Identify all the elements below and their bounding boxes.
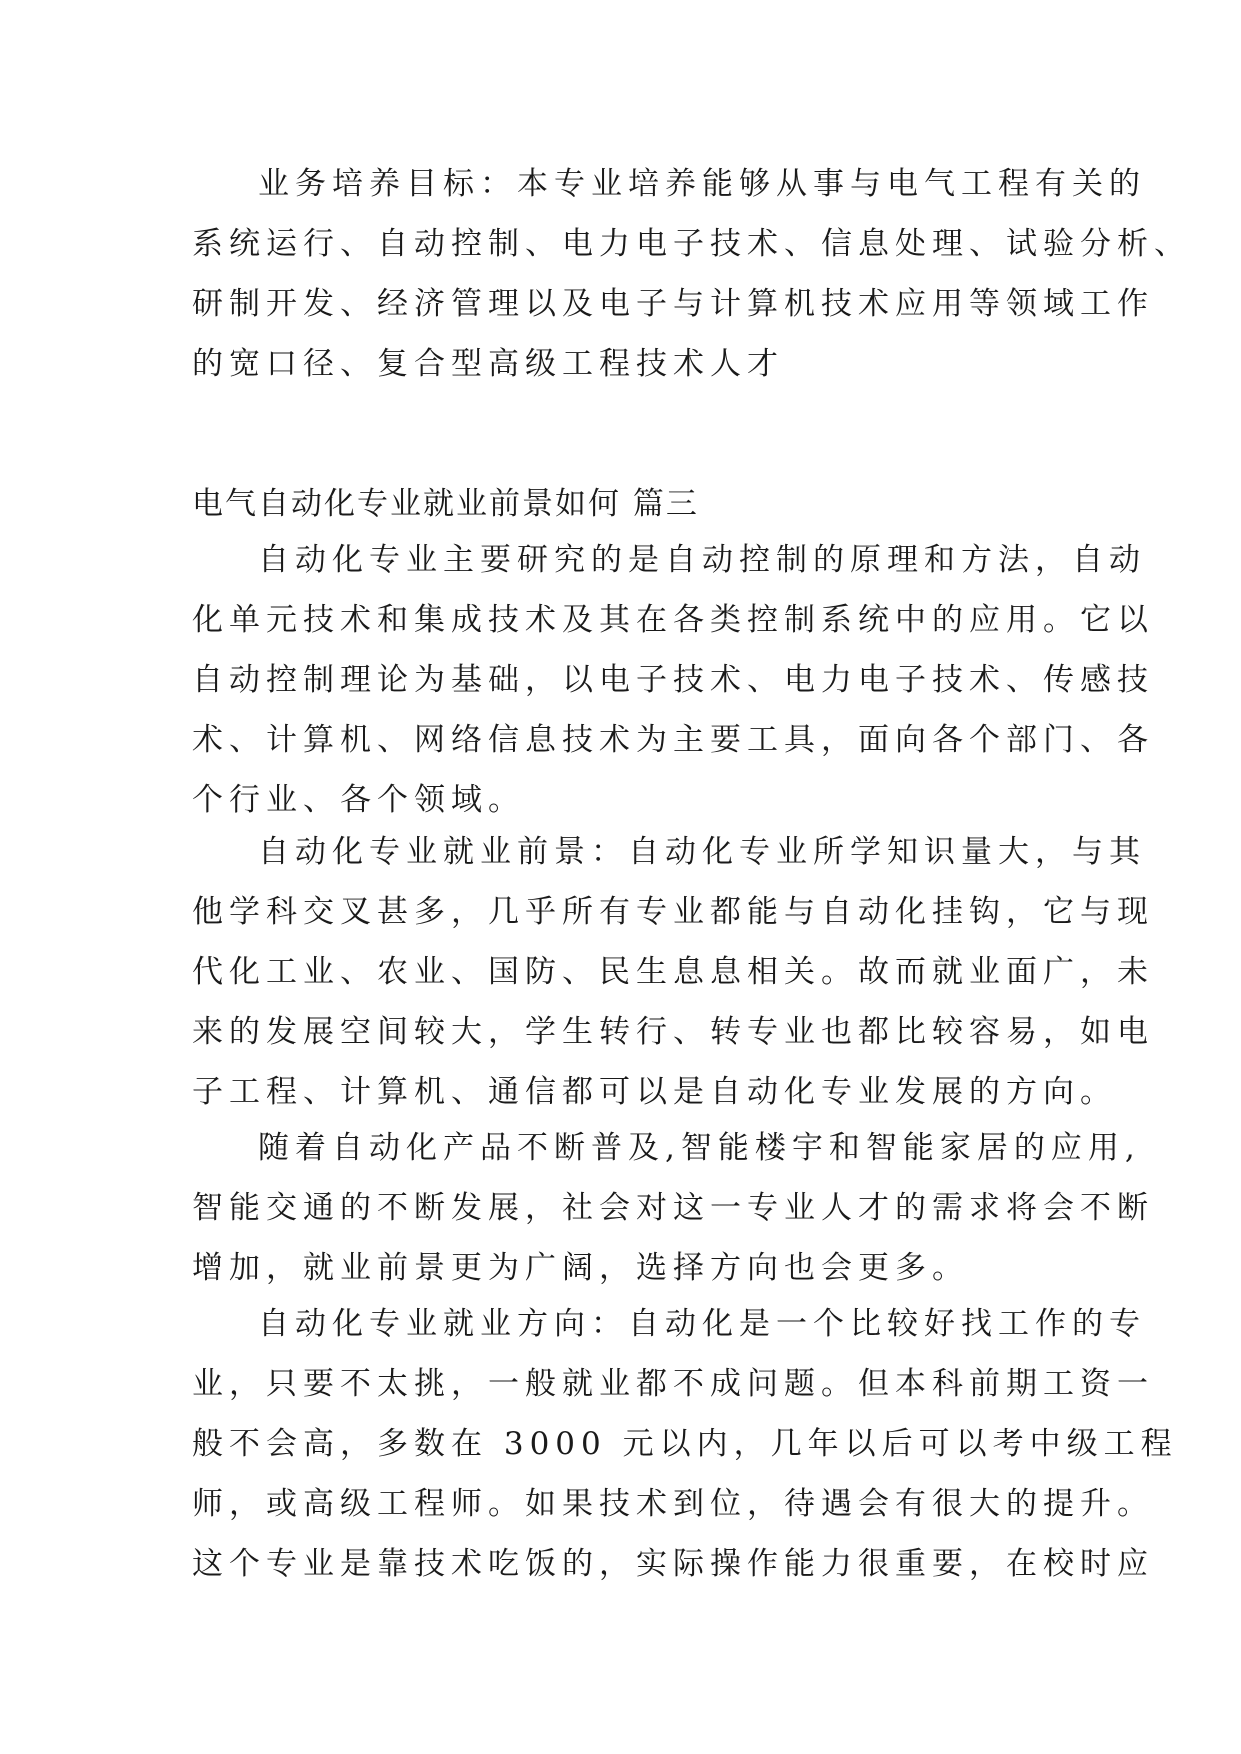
section-heading: 电气自动化专业就业前景如何 篇三 bbox=[192, 486, 699, 522]
paragraph-training-goal bbox=[192, 154, 1191, 394]
paragraph-line: 随着自动化产品不断普及,智能楼宇和智能家居的应用, bbox=[258, 1130, 1141, 1166]
paragraph-line: 自动化专业就业前景：自动化专业所学知识量大，与其 bbox=[258, 834, 1146, 870]
paragraph-line: 代化工业、农业、国防、民生息息相关。故而就业面广，未 bbox=[192, 954, 1154, 990]
paragraph-line: 术、计算机、网络信息技术为主要工具，面向各个部门、各 bbox=[192, 722, 1154, 758]
paragraph-line: 研制开发、经济管理以及电子与计算机技术应用等领域工作 bbox=[192, 286, 1154, 322]
paragraph-line: 师，或高级工程师。如果技术到位，待遇会有很大的提升。 bbox=[192, 1486, 1154, 1522]
paragraph-line: 子工程、计算机、通信都可以是自动化专业发展的方向。 bbox=[192, 1074, 1117, 1110]
paragraph-automation-growth bbox=[192, 1118, 1154, 1298]
paragraph-line: 系统运行、自动控制、电力电子技术、信息处理、试验分析、 bbox=[192, 226, 1191, 262]
paragraph-employment-prospects bbox=[192, 822, 1154, 1122]
paragraph-line: 自动化专业就业方向：自动化是一个比较好找工作的专 bbox=[258, 1306, 1146, 1342]
paragraph-line: 般不会高，多数在 3000 元以内，几年以后可以考中级工程 bbox=[192, 1426, 1178, 1462]
paragraph-major-intro bbox=[192, 530, 1154, 830]
paragraph-line: 增加，就业前景更为广阔，选择方向也会更多。 bbox=[192, 1250, 969, 1286]
paragraph-line: 来的发展空间较大，学生转行、转专业也都比较容易，如电 bbox=[192, 1014, 1154, 1050]
section-heading-block bbox=[192, 474, 1060, 534]
paragraph-line: 业，只要不太挑，一般就业都不成问题。但本科前期工资一 bbox=[192, 1366, 1154, 1402]
paragraph-line: 这个专业是靠技术吃饭的，实际操作能力很重要，在校时应 bbox=[192, 1546, 1154, 1582]
paragraph-line: 自动控制理论为基础，以电子技术、电力电子技术、传感技 bbox=[192, 662, 1154, 698]
paragraph-line: 的宽口径、复合型高级工程技术人才 bbox=[192, 346, 784, 382]
paragraph-line: 化单元技术和集成技术及其在各类控制系统中的应用。它以 bbox=[192, 602, 1154, 638]
paragraph-line: 个行业、各个领域。 bbox=[192, 782, 525, 818]
paragraph-line: 业务培养目标：本专业培养能够从事与电气工程有关的 bbox=[258, 166, 1146, 202]
paragraph-employment-direction bbox=[192, 1294, 1178, 1594]
paragraph-line: 智能交通的不断发展，社会对这一专业人才的需求将会不断 bbox=[192, 1190, 1154, 1226]
paragraph-line: 自动化专业主要研究的是自动控制的原理和方法，自动 bbox=[258, 542, 1146, 578]
paragraph-line: 他学科交叉甚多，几乎所有专业都能与自动化挂钩，它与现 bbox=[192, 894, 1154, 930]
